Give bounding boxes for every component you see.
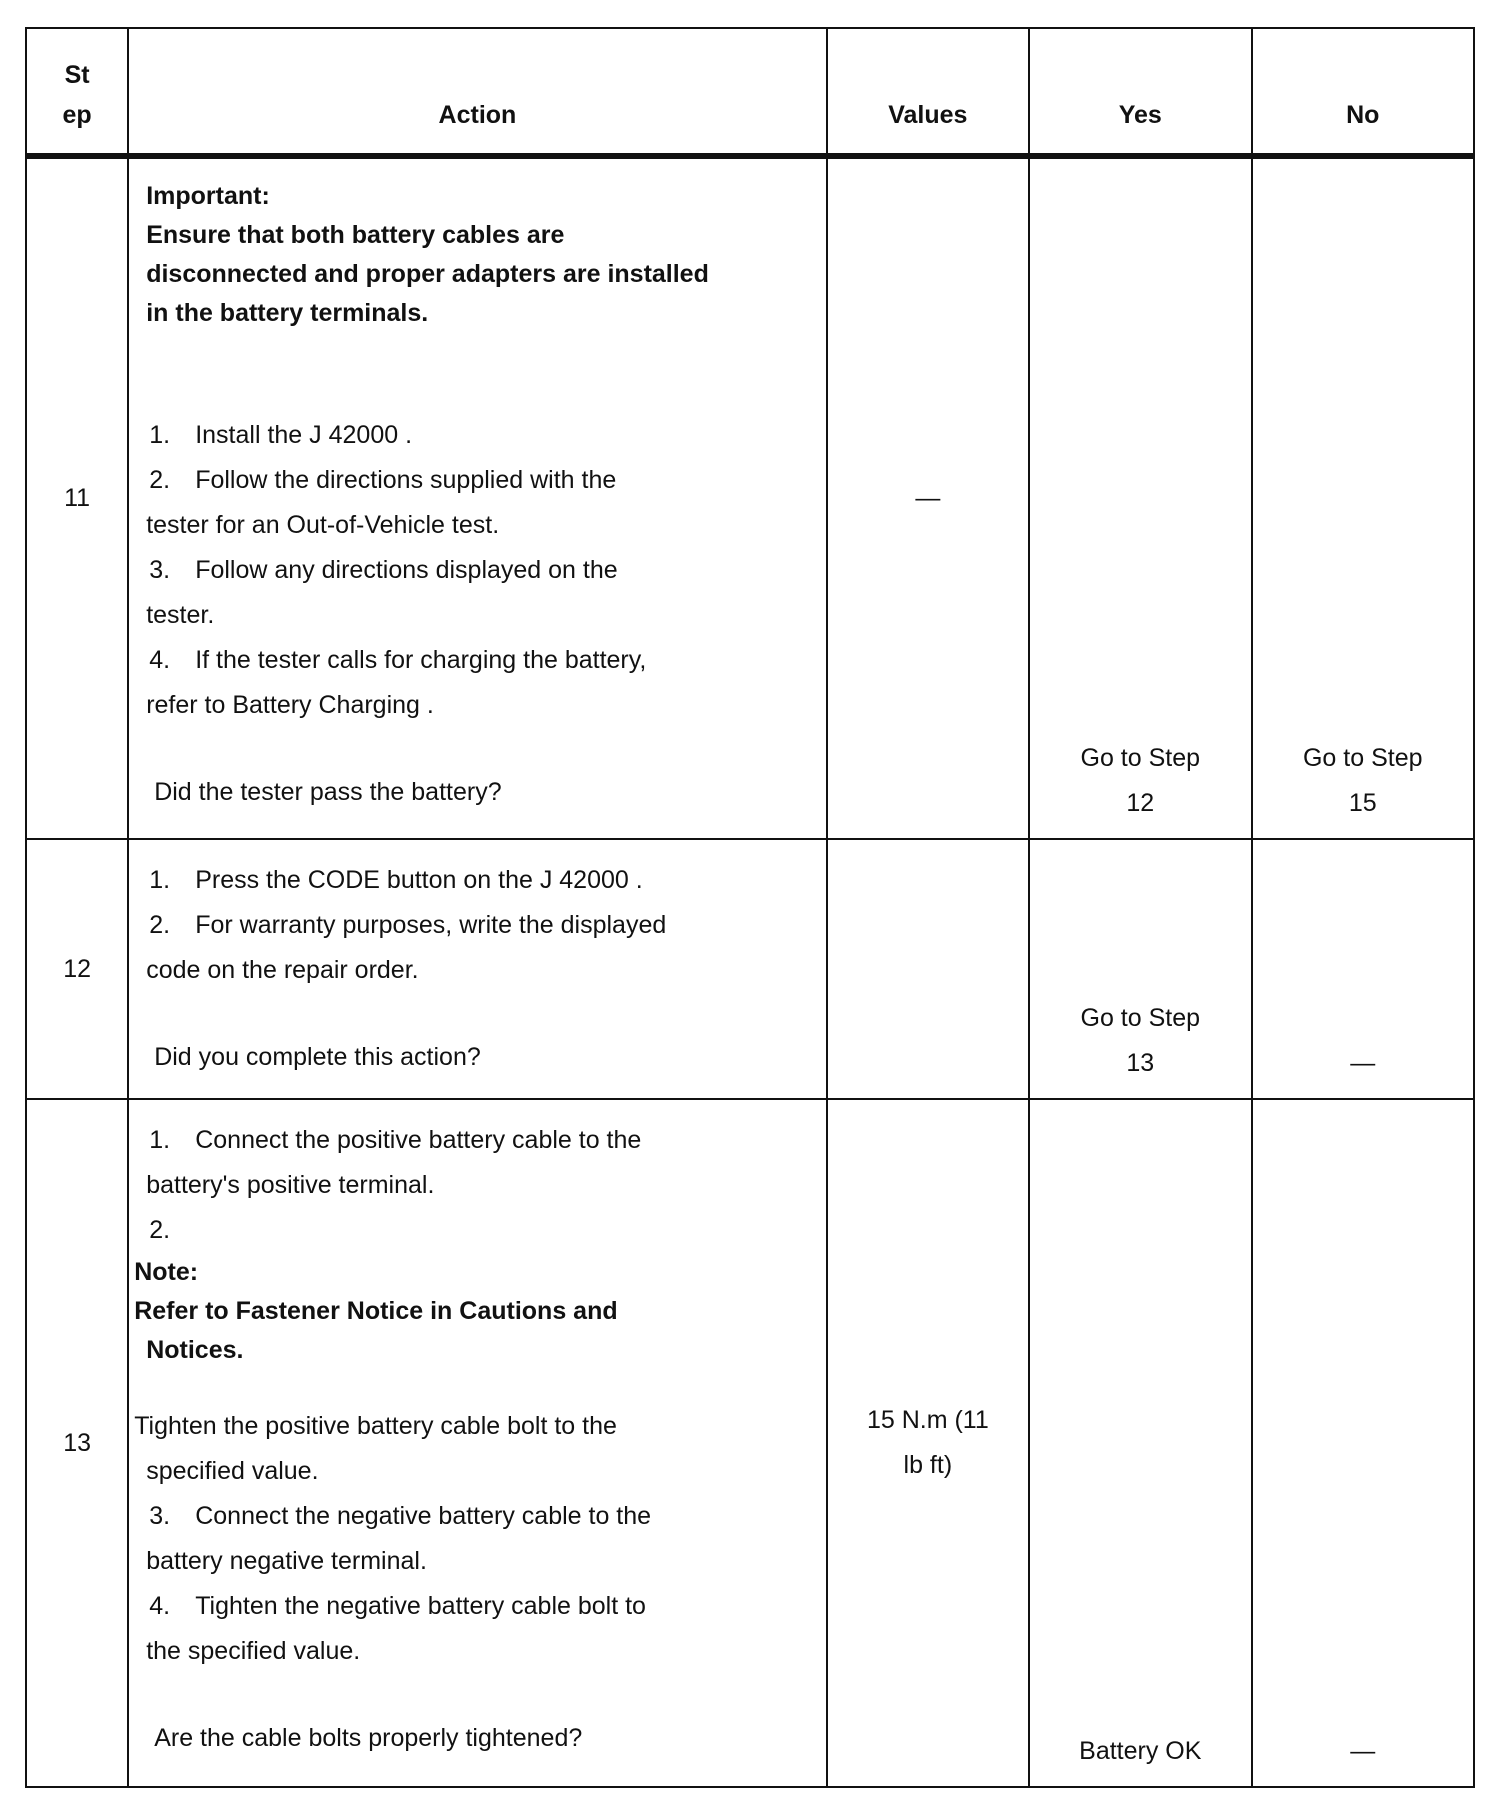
- step-question: Are the cable bolts properly tightened?: [154, 1724, 583, 1752]
- values-cell: —: [827, 156, 1029, 839]
- step-question: Did the tester pass the battery?: [154, 778, 502, 806]
- list-item-continuation: tester for an Out-of-Vehicle test.: [146, 511, 500, 539]
- list-item: 1. Connect the positive battery cable to the: [149, 1126, 642, 1154]
- list-item: 2. Follow the directions supplied with the: [149, 466, 617, 494]
- list-item: 3. Connect the negative battery cable to the: [149, 1502, 652, 1530]
- action-cell: [128, 839, 826, 1099]
- important-text: Ensure that both battery cables are: [146, 221, 565, 249]
- step-number: 12: [26, 839, 128, 1099]
- header-action: Action: [128, 28, 826, 156]
- table-row: [26, 839, 1474, 1099]
- values-cell: [827, 839, 1029, 1099]
- important-label: Important:: [146, 182, 270, 210]
- torque-value-unit: lb ft): [903, 1451, 953, 1479]
- no-cell: [1252, 156, 1475, 839]
- step-number: 13: [26, 1099, 128, 1787]
- list-item: 2. For warranty purposes, write the displayed: [149, 911, 667, 939]
- header-values: Values: [827, 28, 1029, 156]
- no-cell: —: [1252, 839, 1475, 1099]
- list-item: 1. Press the CODE button on the J 42000 .: [149, 866, 643, 894]
- list-item: 3. Follow any directions displayed on the: [149, 556, 618, 584]
- list-item-continuation: battery negative terminal.: [146, 1547, 427, 1575]
- no-link[interactable]: Go to Step: [1302, 744, 1423, 772]
- list-item-continuation: the specified value.: [146, 1637, 361, 1665]
- header-no: No: [1252, 28, 1475, 156]
- important-text: disconnected and proper adapters are installed: [146, 260, 709, 288]
- diagnostic-table: [25, 27, 1475, 1788]
- header-step: St ep: [26, 28, 128, 156]
- list-item-continuation: code on the repair order.: [146, 956, 419, 984]
- table-row: [26, 1099, 1474, 1787]
- yes-cell: [1029, 156, 1251, 839]
- important-text: in the battery terminals.: [146, 299, 429, 327]
- yes-link[interactable]: Go to Step: [1080, 1004, 1201, 1032]
- list-item: 4. If the tester calls for charging the battery,: [149, 646, 647, 674]
- table-row: [26, 156, 1474, 839]
- yes-step-number[interactable]: 13: [1126, 1049, 1155, 1077]
- action-cell: [128, 1099, 826, 1787]
- yes-cell: [1029, 839, 1251, 1099]
- step-number: 11: [26, 156, 128, 839]
- important-notice: [134, 177, 815, 333]
- list-item-continuation: battery's positive terminal.: [146, 1171, 435, 1199]
- no-step-number[interactable]: 15: [1348, 789, 1377, 817]
- action-cell: [128, 156, 826, 839]
- list-item-continuation: tester.: [146, 601, 215, 629]
- values-cell: [827, 1099, 1029, 1787]
- note-text: Notices.: [146, 1336, 244, 1364]
- tighten-text: Tighten the positive battery cable bolt to the: [134, 1412, 617, 1440]
- note-text: Refer to Fastener Notice in Cautions and: [134, 1297, 618, 1325]
- yes-step-number[interactable]: 12: [1126, 789, 1155, 817]
- list-item: 2.: [149, 1216, 171, 1244]
- list-item-continuation: refer to Battery Charging .: [146, 691, 434, 719]
- list-item: 4. Tighten the negative battery cable bolt to: [149, 1592, 646, 1620]
- note-label: Note:: [134, 1258, 199, 1286]
- yes-cell[interactable]: Battery OK: [1029, 1099, 1251, 1787]
- torque-value: 15 N.m (11: [866, 1406, 989, 1434]
- note-notice: [134, 1253, 815, 1370]
- tighten-text-continuation: specified value.: [146, 1457, 319, 1485]
- table-header: [26, 28, 1474, 156]
- list-item: 1. Install the J 42000 .: [149, 421, 413, 449]
- step-question: Did you complete this action?: [154, 1043, 481, 1071]
- no-cell: —: [1252, 1099, 1475, 1787]
- header-yes: Yes: [1029, 28, 1251, 156]
- yes-link[interactable]: Go to Step: [1080, 744, 1201, 772]
